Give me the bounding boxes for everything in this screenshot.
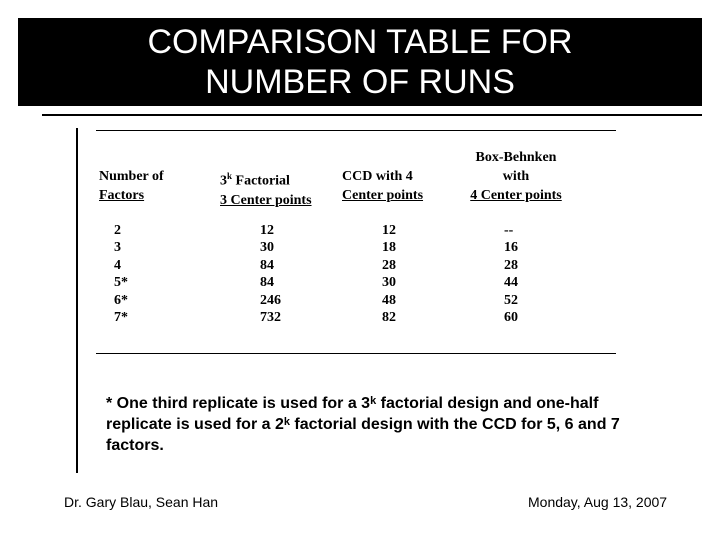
header-3k-factorial xyxy=(220,167,312,210)
column-ccd xyxy=(382,222,396,326)
table-cell: 12 xyxy=(382,223,396,238)
header-factors-line2: Factors xyxy=(99,188,145,203)
column-box-behnken xyxy=(504,222,518,326)
slide-title: COMPARISON TABLE FOR NUMBER OF RUNS xyxy=(147,23,573,101)
header-ccd xyxy=(342,167,423,205)
table-cell: 44 xyxy=(504,275,518,291)
header-bb-line2: with xyxy=(502,169,530,184)
column-factors xyxy=(114,222,128,326)
table-cell: 12 xyxy=(260,223,274,238)
table-cell: 6* xyxy=(114,292,128,308)
table-cell: 52 xyxy=(504,292,518,308)
table-cell: 3 xyxy=(114,240,121,256)
table-cell: 28 xyxy=(382,257,396,273)
header-bb-line3: 4 Center points xyxy=(470,188,562,203)
footer-authors: Dr. Gary Blau, Sean Han xyxy=(64,494,219,510)
table-cell: 246 xyxy=(260,292,281,308)
header-factors-line1: Number of xyxy=(99,169,164,184)
left-rule xyxy=(76,128,78,473)
table-cell: -- xyxy=(504,223,514,238)
table-cell: 28 xyxy=(504,257,518,273)
table-cell: 5* xyxy=(114,275,128,291)
table-cell: 82 xyxy=(382,309,396,325)
header-ccd-line1: CCD with 4 xyxy=(342,169,413,184)
table-bottom-line xyxy=(96,353,616,354)
table-cell: 60 xyxy=(504,309,518,325)
table-cell: 30 xyxy=(260,240,274,256)
header-factorial-line1: 3$^k$ Factorial xyxy=(220,171,290,189)
table-cell: 84 xyxy=(260,257,274,273)
table-cell: 30 xyxy=(382,275,396,291)
column-factorial xyxy=(260,222,281,326)
table-cell: 7* xyxy=(114,309,128,325)
header-factorial-line2: 3 Center points xyxy=(220,192,312,208)
table-cell: 84 xyxy=(260,275,274,291)
header-bb-line1: Box-Behnken xyxy=(475,150,557,165)
table-top-line xyxy=(96,130,616,131)
table-cell: 2 xyxy=(114,223,121,238)
table-cell: 18 xyxy=(382,240,396,256)
table-cell: 16 xyxy=(504,240,518,256)
footer-date: Monday, Aug 13, 2007 xyxy=(528,494,668,510)
table-cell: 48 xyxy=(382,292,396,308)
footnote: * One third replicate is used for a 3$^k$ factorial design and one-half replicate is used for a 2$^k$ factorial design with the CCD for 5, 6 and 7 factors. xyxy=(106,395,620,454)
header-ccd-line2: Center points xyxy=(342,188,424,203)
header-box-behnken xyxy=(463,148,569,205)
header-number-of-factors xyxy=(99,167,164,205)
title-underline xyxy=(42,114,702,116)
table-cell: 732 xyxy=(260,309,281,325)
table-cell: 4 xyxy=(114,257,121,273)
